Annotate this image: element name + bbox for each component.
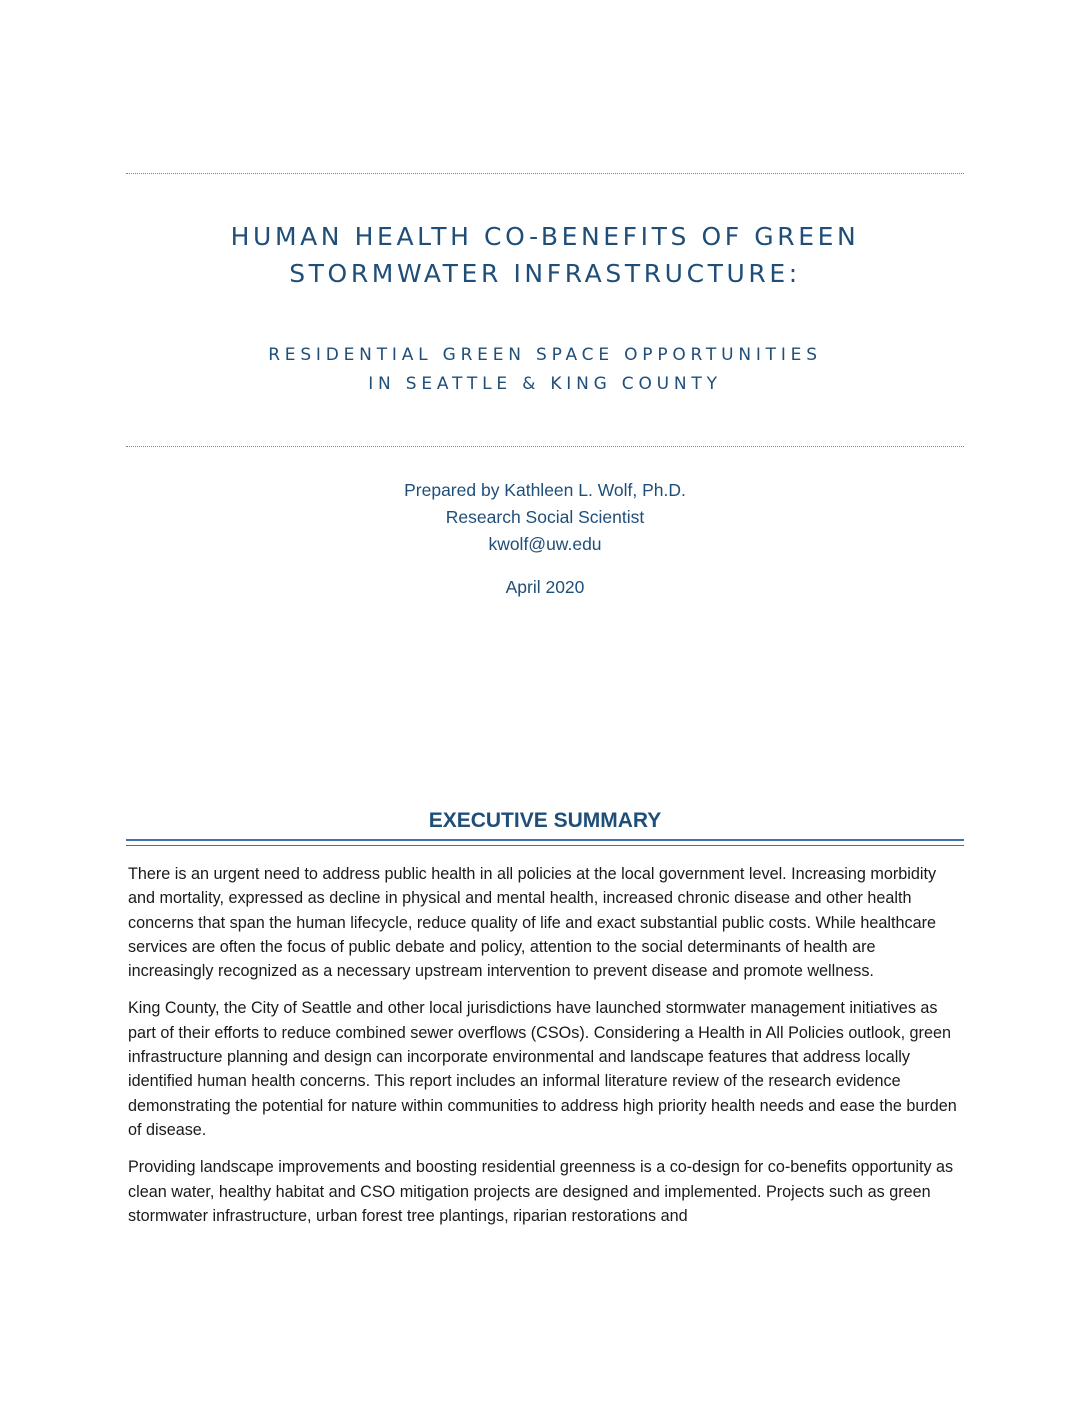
bottom-divider bbox=[126, 446, 964, 447]
document-subtitle bbox=[126, 341, 964, 399]
executive-summary-rule bbox=[126, 839, 964, 846]
author-name: Prepared by Kathleen L. Wolf, Ph.D. bbox=[404, 480, 686, 500]
author-role: Research Social Scientist bbox=[445, 507, 645, 527]
subtitle-line-2: IN SEATTLE & KING COUNTY bbox=[368, 374, 722, 394]
document-title bbox=[126, 218, 964, 292]
executive-summary-body bbox=[128, 862, 964, 1241]
author-email: kwolf@uw.edu bbox=[488, 534, 602, 554]
title-line-2: STORMWATER INFRASTRUCTURE: bbox=[289, 259, 801, 288]
publication-date: April 2020 bbox=[505, 577, 585, 597]
author-block bbox=[126, 477, 964, 558]
subtitle-line-1: RESIDENTIAL GREEN SPACE OPPORTUNITIES bbox=[268, 345, 822, 365]
summary-paragraph: There is an urgent need to address public health in all policies at the local government level. Increasing morbidity and mortality, expressed as decline in physical and mental health, increased chronic disease and other health concerns that span the human lifecycle, reduce quality of life and exact substantial public costs. While healthcare services are often the focus of public debate and policy, attention to the social determinants of health are increasingly recognized as a necessary upstream intervention to prevent disease and promote wellness. bbox=[128, 865, 937, 981]
executive-summary-heading: EXECUTIVE SUMMARY bbox=[428, 809, 662, 832]
summary-paragraph: King County, the City of Seattle and other local jurisdictions have launched stormwater management initiatives as part of their efforts to reduce combined sewer overflows (CSOs). Considering a Health in All Policies outlook, green infrastructure planning and design can incorporate environmental and landscape features that address locally identified human health concerns. This report includes an informal literature review of the research evidence demonstrating the potential for nature within communities to address high priority health needs and ease the burden of disease. bbox=[128, 999, 957, 1139]
summary-paragraph: Providing landscape improvements and boosting residential greenness is a co-design for co-benefits opportunity as clean water, healthy habitat and CSO mitigation projects are designed and implemented. Projects such as green stormwater infrastructure, urban forest tree plantings, riparian restorations and bbox=[128, 1158, 954, 1225]
title-line-1: HUMAN HEALTH CO-BENEFITS OF GREEN bbox=[230, 222, 860, 251]
top-divider bbox=[126, 173, 964, 174]
